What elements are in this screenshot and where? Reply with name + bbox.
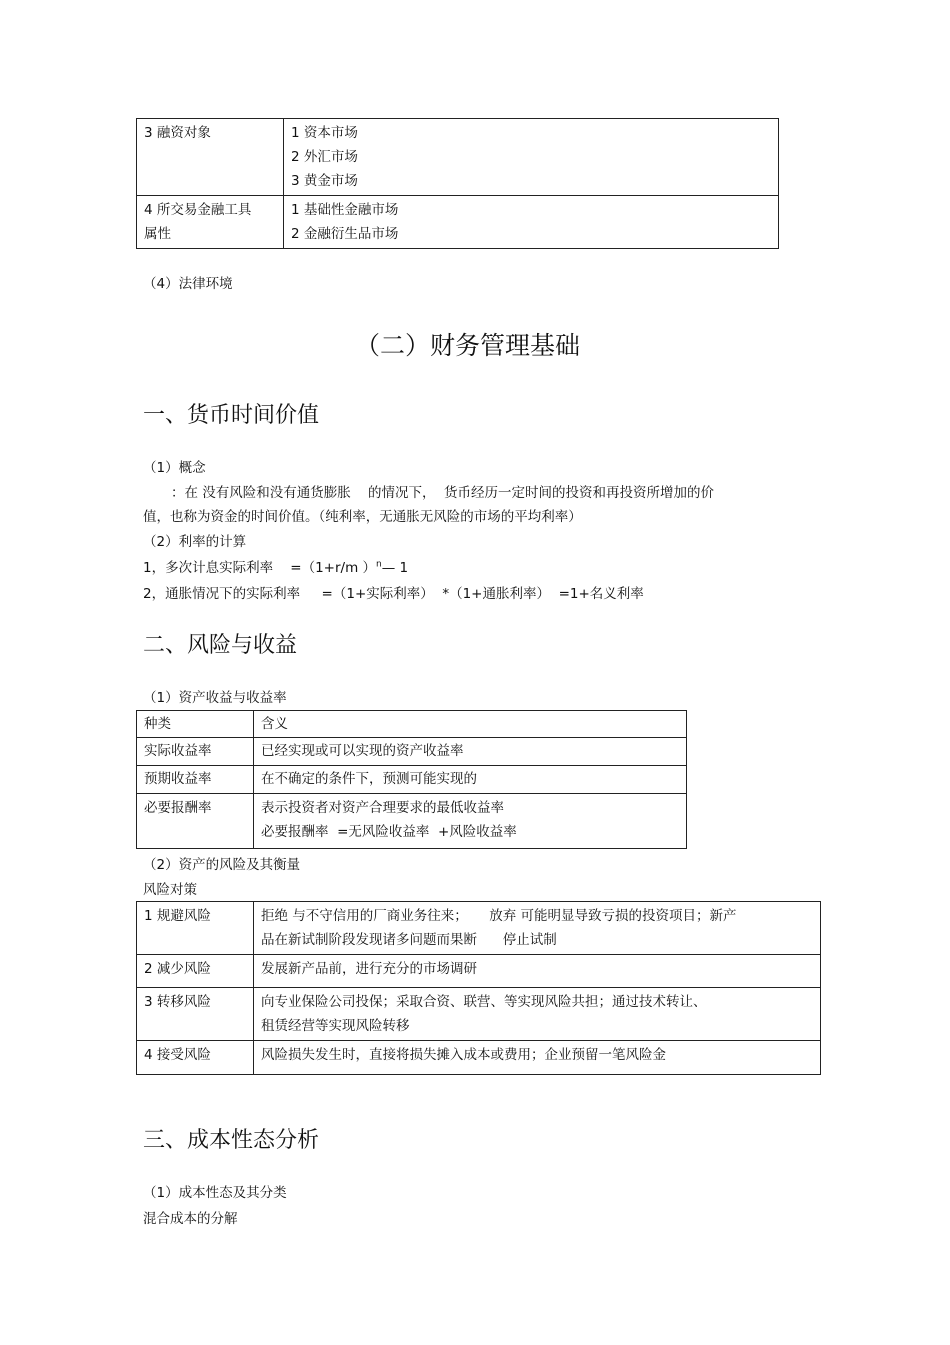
- cell-text: 必要报酬率 =无风险收益率 +风险收益率: [261, 824, 517, 840]
- asset-return-label: （1）资产收益与收益率: [143, 690, 287, 706]
- table-cell: 3 转移风险: [137, 988, 254, 1041]
- cell-text: 2 金融衍生品市场: [291, 226, 399, 242]
- chapter-title: （二）财务管理基础: [355, 331, 581, 360]
- cell-text: 表示投资者对资产合理要求的最低收益率: [261, 800, 504, 816]
- table-row: [137, 955, 821, 988]
- table-row: [137, 794, 687, 849]
- cell-text: 已经实现或可以实现的资产收益率: [261, 743, 464, 759]
- cell-text: 租赁经营等实现风险转移: [261, 1018, 410, 1034]
- cell-text: 4 所交易金融工具: [144, 202, 252, 218]
- formula-part: 1，多次计息实际利率 =（1+r/m ）: [143, 560, 377, 576]
- table-cell: [254, 766, 687, 794]
- cell-text: 属性: [144, 226, 171, 242]
- table-cell: [137, 119, 284, 196]
- table-cell: [254, 794, 687, 849]
- section-title-risk-return: 二、风险与收益: [143, 633, 298, 658]
- cell-text: 3 融资对象: [144, 125, 211, 141]
- table-cell: [137, 196, 284, 249]
- table-header-cell: 种类: [137, 711, 254, 738]
- table-cell: [284, 196, 779, 249]
- table-cell: [284, 119, 779, 196]
- cell-text: 2 外汇市场: [291, 149, 358, 165]
- mixed-cost-label: 混合成本的分解: [143, 1211, 238, 1227]
- table-cell: 预期收益率: [137, 766, 254, 794]
- cell-text: 3 黄金市场: [291, 173, 358, 189]
- cost-behavior-label: （1）成本性态及其分类: [143, 1185, 287, 1201]
- cell-text: 品在新试制阶段发现诸多问题而果断 停止试制: [261, 932, 557, 948]
- cell-text: 拒绝 与不守信用的厂商业务往来； 放弃 可能明显导致亏损的投资项目；新产: [261, 908, 737, 924]
- concept-text-line2: 值，也称为资金的时间价值。（纯利率，无通胀无风险的市场的平均利率）: [143, 509, 582, 525]
- return-rate-table: [136, 710, 687, 849]
- table-cell: [254, 738, 687, 766]
- table-cell: [254, 955, 821, 988]
- rate-calc-label: （2）利率的计算: [143, 534, 247, 550]
- table-cell: 必要报酬率: [137, 794, 254, 849]
- risk-strategy-label: 风险对策: [143, 882, 197, 898]
- table-cell: [254, 902, 821, 955]
- section-title-time-value: 一、货币时间价值: [143, 403, 320, 428]
- table-cell: [254, 1041, 821, 1075]
- table-cell: 4 接受风险: [137, 1041, 254, 1075]
- table-cell: [254, 988, 821, 1041]
- formula-inflation-rate: 2，通胀情况下的实际利率 =（1+实际利率） *（1+通胀利率） =1+名义利率: [143, 586, 644, 602]
- table-header-row: [137, 711, 687, 738]
- table-row: [137, 738, 687, 766]
- formula-superscript: n: [376, 559, 382, 570]
- table-header-cell: 含义: [254, 711, 687, 738]
- cell-text: 向专业保险公司投保；采取合资、联营、等实现风险共担；通过技术转让、: [261, 994, 707, 1010]
- formula-effective-rate: [143, 556, 408, 576]
- cell-text: 在不确定的条件下，预测可能实现的: [261, 771, 477, 787]
- table-row: [137, 988, 821, 1041]
- section-title-cost-behavior: 三、成本性态分析: [143, 1128, 320, 1153]
- table-row: [137, 902, 821, 955]
- concept-text-line1: ：在 没有风险和没有通货膨胀 的情况下， 货币经历一定时间的投资和再投资所增加的价: [171, 485, 715, 501]
- risk-strategy-table: [136, 901, 821, 1075]
- cell-text: 发展新产品前，进行充分的市场调研: [261, 961, 477, 977]
- table-cell: 1 规避风险: [137, 902, 254, 955]
- table-cell: 2 减少风险: [137, 955, 254, 988]
- table-cell: 实际收益率: [137, 738, 254, 766]
- cell-text: 1 基础性金融市场: [291, 202, 399, 218]
- concept-label: （1）概念: [143, 460, 206, 476]
- formula-part: — 1: [381, 560, 409, 576]
- cell-text: 风险损失发生时，直接将损失摊入成本或费用；企业预留一笔风险金: [261, 1047, 666, 1063]
- table-row: [137, 196, 779, 249]
- table-row: [137, 119, 779, 196]
- cell-text: 1 资本市场: [291, 125, 358, 141]
- financing-market-table: [136, 118, 779, 249]
- table-row: [137, 1041, 821, 1075]
- table-row: [137, 766, 687, 794]
- asset-risk-label: （2）资产的风险及其衡量: [143, 857, 301, 873]
- legal-environment: （4）法律环境: [143, 276, 233, 292]
